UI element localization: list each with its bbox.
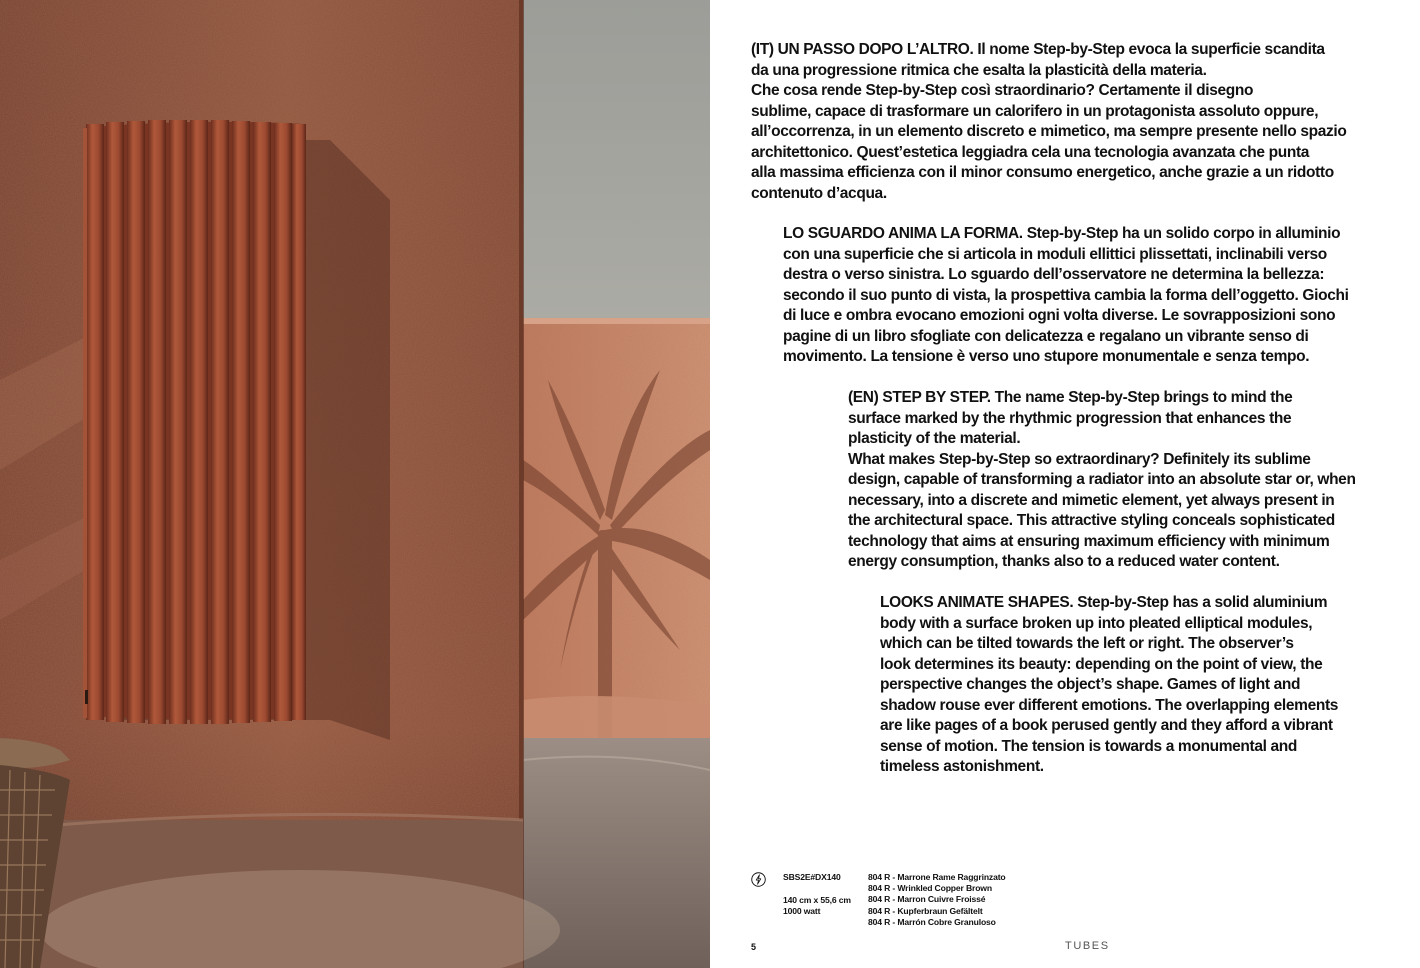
text-line: all’occorrenza, in un elemento discreto e mimetico, ma sempre presente nello spazio (751, 123, 1347, 140)
electric-icon (751, 872, 766, 887)
text-line: the architectural space. This attractive styling conceals sophisticated (848, 512, 1335, 529)
text-line: (IT) UN PASSO DOPO L’ALTRO. Il nome Step-by-Step evoca la superficie scandita (751, 41, 1325, 58)
text-line: look determines its beauty: depending on the point of view, the (880, 655, 1323, 673)
power-text: 1000 watt (783, 906, 821, 917)
text-line: (EN) STEP BY STEP. The name Step-by-Step brings to mind the (848, 389, 1293, 406)
text-line: design, capable of transforming a radiator into an absolute star or, when (848, 471, 1356, 488)
text-line: Che cosa rende Step-by-Step così straordinario? Certamente il disegno (751, 82, 1254, 99)
text-line: What makes Step-by-Step so extraordinary? Definitely its sublime (848, 450, 1311, 468)
finish-item: 804 R - Marrón Cobre Granuloso (868, 916, 996, 927)
model-code (783, 872, 841, 883)
text-line: LOOKS ANIMATE SHAPES. Step-by-Step has a solid aluminium (880, 594, 1328, 611)
text-line: necessary, into a discrete and mimetic element, yet always present in (848, 491, 1335, 509)
text-line: alla massima efficienza con il minor consumo energetico, anche grazie a un ridotto (751, 164, 1334, 181)
text-line: timeless astonishment. (880, 758, 1044, 775)
text-line: technology that aims at ensuring maximum efficiency with minimum (848, 532, 1330, 550)
brand-logo: TUBES (1065, 940, 1110, 952)
finish-item: 804 R - Marron Cuivre Froissé (868, 894, 986, 905)
text-line: are like pages of a book perused gently and they afford a vibrant (880, 717, 1333, 734)
text-line: con una superficie che si articola in moduli ellittici plissettati, inclinabili verso (783, 245, 1327, 263)
english-shapes-paragraph (880, 593, 1338, 778)
text-line: di luce e ombra evocano emozioni ogni volta diverse. Le sovrapposizioni sono (783, 307, 1336, 324)
italian-form-paragraph (783, 224, 1349, 368)
finish-item: 804 R - Marrone Rame Raggrinzato (868, 872, 1006, 882)
text-line: sense of motion. The tension is towards a monumental and (880, 737, 1298, 755)
text-line: da una progressione ritmica che esalta la plasticità della materia. (751, 61, 1207, 79)
finish-list (868, 872, 1006, 928)
text-line: sublime, capace di trasformare un calorifero in un protagonista assoluto oppure, (751, 102, 1319, 120)
text-line: movimento. La tensione è verso uno stupore monumentale e senza tempo. (783, 348, 1310, 365)
text-line: secondo il suo punto di vista, la prospettiva cambia la forma dell’oggetto. Giochi (783, 286, 1349, 304)
text-line: perspective changes the object’s shape. Games of light and (880, 676, 1301, 693)
text-line: shadow rouse ever different emotions. The overlapping elements (880, 696, 1339, 714)
text-line: plasticity of the material. (848, 430, 1021, 447)
text-line: pagine di un libro sfogliate con delicatezza e regalano un vibrante senso di (783, 327, 1309, 345)
text-line: energy consumption, thanks also to a reduced water content. (848, 553, 1280, 570)
italian-intro-paragraph (751, 40, 1346, 204)
page-number: 5 (751, 942, 757, 952)
text-line: body with a surface broken up into pleated elliptical modules, (880, 614, 1313, 632)
dimensions-text: 140 cm x 55,6 cm (783, 895, 851, 905)
text-line: LO SGUARDO ANIMA LA FORMA. Step-by-Step ha un solido corpo in alluminio (783, 225, 1341, 242)
text-page (710, 0, 1420, 968)
finish-item: 804 R - Wrinkled Copper Brown (868, 883, 992, 894)
text-line: which can be tilted towards the left or right. The observer’s (880, 635, 1294, 652)
text-line: destra o verso sinistra. Lo sguardo dell’osservatore ne determina la bellezza: (783, 266, 1325, 283)
text-line: architettonico. Quest’estetica leggiadra cela una tecnologia avanzata che punta (751, 143, 1310, 161)
finish-item: 804 R - Kupferbraun Gefältelt (868, 905, 983, 916)
model-code-text: SBS2E#DX140 (783, 872, 841, 882)
dimensions-block (783, 895, 851, 917)
text-line: contenuto d’acqua. (751, 184, 887, 202)
english-intro-paragraph (848, 388, 1356, 573)
text-line: surface marked by the rhythmic progression that enhances the (848, 409, 1292, 427)
